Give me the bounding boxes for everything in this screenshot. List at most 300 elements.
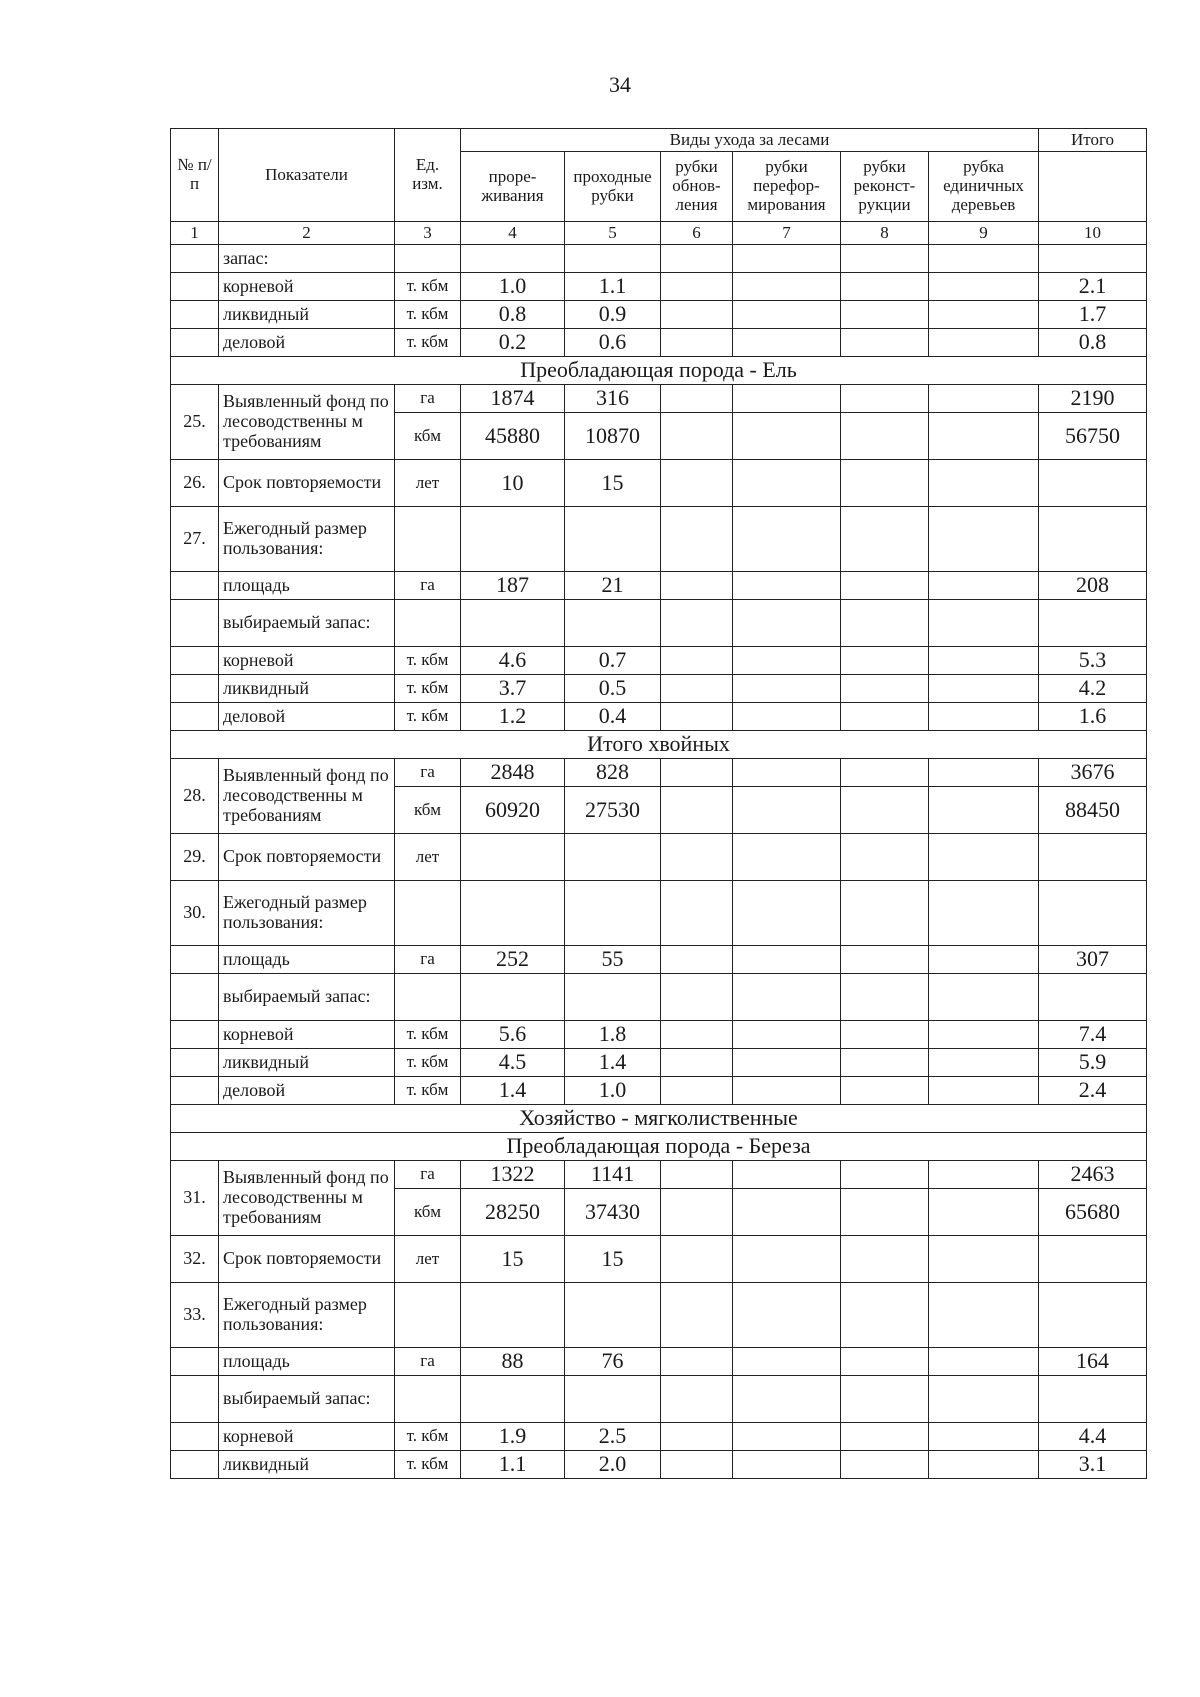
empty-cell [661, 329, 733, 357]
table-row [171, 1283, 1147, 1348]
value-passage: 1.1 [565, 273, 661, 301]
table-row [171, 834, 1147, 881]
table-row [171, 946, 1147, 974]
header-total: Итого [1039, 129, 1147, 152]
value-passage: 2.0 [565, 1451, 661, 1479]
empty-cell [661, 675, 733, 703]
empty-cell [929, 1348, 1039, 1376]
row-label: ликвидный [219, 1451, 395, 1479]
empty-cell [661, 273, 733, 301]
row-label: площадь [219, 946, 395, 974]
table-row [171, 1236, 1147, 1283]
empty-cell [929, 759, 1039, 787]
row-unit: т. кбм [395, 301, 461, 329]
value-passage: 0.4 [565, 703, 661, 731]
value-thinning [461, 245, 565, 273]
value-thinning: 1.4 [461, 1077, 565, 1105]
value-total: 4.2 [1039, 675, 1147, 703]
empty-cell [929, 1376, 1039, 1423]
row-label: выбираемый запас: [219, 600, 395, 647]
empty-cell [841, 1161, 929, 1189]
row-label: площадь [219, 572, 395, 600]
value-total: 56750 [1039, 413, 1147, 460]
empty-cell [929, 787, 1039, 834]
value-passage: 21 [565, 572, 661, 600]
row-label: выбираемый запас: [219, 1376, 395, 1423]
value-thinning: 60920 [461, 787, 565, 834]
empty-cell [929, 834, 1039, 881]
empty-cell [929, 572, 1039, 600]
value-total: 1.6 [1039, 703, 1147, 731]
row-number [171, 301, 219, 329]
value-passage: 1.8 [565, 1021, 661, 1049]
value-passage [565, 1376, 661, 1423]
row-label: площадь [219, 1348, 395, 1376]
empty-cell [841, 675, 929, 703]
empty-cell [733, 600, 841, 647]
empty-cell [733, 460, 841, 507]
empty-cell [733, 1348, 841, 1376]
value-total: 65680 [1039, 1189, 1147, 1236]
value-passage: 1141 [565, 1161, 661, 1189]
empty-cell [841, 507, 929, 572]
row-number [171, 946, 219, 974]
value-thinning [461, 600, 565, 647]
empty-cell [929, 1161, 1039, 1189]
row-unit [395, 600, 461, 647]
empty-cell [841, 703, 929, 731]
empty-cell [733, 1077, 841, 1105]
row-number [171, 1423, 219, 1451]
row-label: Выявленный фонд по лесоводственны м требованиям [219, 385, 395, 460]
row-unit: лет [395, 1236, 461, 1283]
value-passage: 1.0 [565, 1077, 661, 1105]
value-thinning: 0.8 [461, 301, 565, 329]
table-row [171, 273, 1147, 301]
value-total [1039, 507, 1147, 572]
value-passage: 10870 [565, 413, 661, 460]
table-row [171, 703, 1147, 731]
row-number [171, 1021, 219, 1049]
value-passage: 0.9 [565, 301, 661, 329]
row-number [171, 1348, 219, 1376]
header-indicator: Показатели [219, 129, 395, 222]
empty-cell [929, 946, 1039, 974]
value-thinning: 5.6 [461, 1021, 565, 1049]
value-thinning: 1.9 [461, 1423, 565, 1451]
empty-cell [929, 1283, 1039, 1348]
row-number: 31. [171, 1161, 219, 1236]
value-total [1039, 460, 1147, 507]
header-type-reformation: рубки перефор- мирования [733, 152, 841, 222]
empty-cell [841, 329, 929, 357]
row-label: Ежегодный размер пользования: [219, 1283, 395, 1348]
value-passage [565, 600, 661, 647]
row-label: ликвидный [219, 1049, 395, 1077]
row-number: 30. [171, 881, 219, 946]
table-row [171, 1376, 1147, 1423]
table-row [171, 1451, 1147, 1479]
value-thinning: 187 [461, 572, 565, 600]
value-passage: 0.7 [565, 647, 661, 675]
row-unit: га [395, 759, 461, 787]
value-thinning: 2848 [461, 759, 565, 787]
empty-cell [841, 1049, 929, 1077]
empty-cell [929, 329, 1039, 357]
table-row [171, 881, 1147, 946]
row-label: деловой [219, 1077, 395, 1105]
empty-cell [841, 460, 929, 507]
empty-cell [929, 507, 1039, 572]
value-passage [565, 1283, 661, 1348]
empty-cell [733, 572, 841, 600]
row-unit: га [395, 572, 461, 600]
row-number [171, 572, 219, 600]
value-passage: 0.5 [565, 675, 661, 703]
empty-cell [661, 647, 733, 675]
empty-cell [929, 245, 1039, 273]
empty-cell [661, 881, 733, 946]
table-row [171, 1077, 1147, 1105]
empty-cell [841, 787, 929, 834]
value-passage [565, 245, 661, 273]
value-thinning: 0.2 [461, 329, 565, 357]
row-unit: т. кбм [395, 703, 461, 731]
value-thinning: 1322 [461, 1161, 565, 1189]
value-total [1039, 881, 1147, 946]
section-title: Хозяйство - мягколиственные [171, 1105, 1147, 1133]
empty-cell [929, 1451, 1039, 1479]
empty-cell [841, 647, 929, 675]
table-row [171, 572, 1147, 600]
value-total: 307 [1039, 946, 1147, 974]
empty-cell [733, 245, 841, 273]
row-unit: т. кбм [395, 647, 461, 675]
value-total: 3676 [1039, 759, 1147, 787]
value-total: 2.4 [1039, 1077, 1147, 1105]
empty-cell [733, 1283, 841, 1348]
empty-cell [733, 946, 841, 974]
empty-cell [841, 273, 929, 301]
header-unit: Ед. изм. [395, 129, 461, 222]
row-unit: т. кбм [395, 1049, 461, 1077]
col-number: 8 [841, 222, 929, 245]
value-total: 2463 [1039, 1161, 1147, 1189]
empty-cell [661, 1021, 733, 1049]
empty-cell [841, 385, 929, 413]
value-total [1039, 245, 1147, 273]
empty-cell [661, 946, 733, 974]
empty-cell [929, 703, 1039, 731]
row-label: выбираемый запас: [219, 974, 395, 1021]
value-thinning: 10 [461, 460, 565, 507]
empty-cell [661, 507, 733, 572]
header-no: № п/п [171, 129, 219, 222]
row-number: 26. [171, 460, 219, 507]
header-type-thinning: проре- живания [461, 152, 565, 222]
col-number: 5 [565, 222, 661, 245]
value-total: 1.7 [1039, 301, 1147, 329]
value-passage [565, 507, 661, 572]
empty-cell [841, 759, 929, 787]
empty-cell [733, 413, 841, 460]
empty-cell [733, 1021, 841, 1049]
value-passage: 55 [565, 946, 661, 974]
header-group-title: Виды ухода за лесами [461, 129, 1039, 152]
empty-cell [733, 1423, 841, 1451]
row-unit: т. кбм [395, 273, 461, 301]
value-total: 7.4 [1039, 1021, 1147, 1049]
value-passage: 1.4 [565, 1049, 661, 1077]
row-unit: лет [395, 834, 461, 881]
forest-care-table [170, 128, 1147, 1479]
value-passage: 828 [565, 759, 661, 787]
row-unit [395, 507, 461, 572]
empty-cell [841, 974, 929, 1021]
empty-cell [661, 974, 733, 1021]
row-number [171, 647, 219, 675]
row-label: Выявленный фонд по лесоводственны м требованиям [219, 759, 395, 834]
value-total: 5.3 [1039, 647, 1147, 675]
row-unit: т. кбм [395, 1451, 461, 1479]
row-unit [395, 1376, 461, 1423]
value-total: 5.9 [1039, 1049, 1147, 1077]
header-total-empty [1039, 152, 1147, 222]
empty-cell [929, 675, 1039, 703]
empty-cell [733, 1189, 841, 1236]
value-total [1039, 1283, 1147, 1348]
empty-cell [929, 273, 1039, 301]
value-thinning: 45880 [461, 413, 565, 460]
empty-cell [733, 329, 841, 357]
value-thinning [461, 1376, 565, 1423]
value-passage [565, 834, 661, 881]
empty-cell [929, 385, 1039, 413]
value-thinning: 4.5 [461, 1049, 565, 1077]
empty-cell [841, 1283, 929, 1348]
row-unit [395, 881, 461, 946]
row-label: Срок повторяемости [219, 834, 395, 881]
empty-cell [733, 385, 841, 413]
value-thinning: 88 [461, 1348, 565, 1376]
empty-cell [661, 1283, 733, 1348]
value-thinning: 1874 [461, 385, 565, 413]
value-passage: 316 [565, 385, 661, 413]
empty-cell [733, 507, 841, 572]
row-number [171, 245, 219, 273]
empty-cell [733, 703, 841, 731]
empty-cell [841, 1423, 929, 1451]
row-unit: га [395, 1161, 461, 1189]
empty-cell [929, 1077, 1039, 1105]
row-unit: га [395, 946, 461, 974]
row-unit: лет [395, 460, 461, 507]
empty-cell [733, 647, 841, 675]
empty-cell [929, 1236, 1039, 1283]
empty-cell [929, 460, 1039, 507]
row-unit: т. кбм [395, 329, 461, 357]
row-number [171, 675, 219, 703]
empty-cell [661, 1049, 733, 1077]
row-label: корневой [219, 647, 395, 675]
value-total: 208 [1039, 572, 1147, 600]
row-number: 28. [171, 759, 219, 834]
row-unit: га [395, 385, 461, 413]
table-row [171, 1021, 1147, 1049]
row-unit: га [395, 1348, 461, 1376]
empty-cell [733, 1049, 841, 1077]
empty-cell [661, 413, 733, 460]
empty-cell [661, 834, 733, 881]
empty-cell [841, 245, 929, 273]
row-number: 32. [171, 1236, 219, 1283]
empty-cell [733, 1376, 841, 1423]
row-unit: т. кбм [395, 1423, 461, 1451]
table-row [171, 460, 1147, 507]
value-thinning: 15 [461, 1236, 565, 1283]
value-passage: 15 [565, 460, 661, 507]
empty-cell [733, 759, 841, 787]
empty-cell [841, 1451, 929, 1479]
empty-cell [733, 881, 841, 946]
row-unit [395, 1283, 461, 1348]
header-type-passage: проходные рубки [565, 152, 661, 222]
value-passage [565, 881, 661, 946]
value-total: 3.1 [1039, 1451, 1147, 1479]
header-type-reconstruction: рубки реконст- рукции [841, 152, 929, 222]
empty-cell [929, 974, 1039, 1021]
empty-cell [661, 1077, 733, 1105]
row-label: запас: [219, 245, 395, 273]
empty-cell [733, 301, 841, 329]
value-passage: 76 [565, 1348, 661, 1376]
table-row [171, 385, 1147, 413]
table-row [171, 245, 1147, 273]
row-label: корневой [219, 273, 395, 301]
empty-cell [929, 1189, 1039, 1236]
empty-cell [929, 881, 1039, 946]
value-total: 2190 [1039, 385, 1147, 413]
section-row [171, 357, 1147, 385]
empty-cell [661, 1423, 733, 1451]
section-row [171, 1133, 1147, 1161]
row-unit: кбм [395, 1189, 461, 1236]
empty-cell [661, 1236, 733, 1283]
table-row [171, 329, 1147, 357]
page-number: 34 [609, 72, 631, 97]
empty-cell [661, 245, 733, 273]
value-total [1039, 1376, 1147, 1423]
empty-cell [841, 834, 929, 881]
empty-cell [841, 413, 929, 460]
row-label: Ежегодный размер пользования: [219, 507, 395, 572]
empty-cell [661, 600, 733, 647]
empty-cell [661, 787, 733, 834]
value-total: 4.4 [1039, 1423, 1147, 1451]
row-unit [395, 245, 461, 273]
value-thinning: 4.6 [461, 647, 565, 675]
value-total [1039, 1236, 1147, 1283]
row-number [171, 1376, 219, 1423]
empty-cell [733, 1161, 841, 1189]
empty-cell [929, 413, 1039, 460]
empty-cell [661, 703, 733, 731]
table-row [171, 974, 1147, 1021]
table-row [171, 1423, 1147, 1451]
empty-cell [841, 600, 929, 647]
section-title: Преобладающая порода - Береза [171, 1133, 1147, 1161]
row-label: Срок повторяемости [219, 1236, 395, 1283]
empty-cell [661, 460, 733, 507]
row-label: корневой [219, 1021, 395, 1049]
empty-cell [841, 1376, 929, 1423]
value-thinning [461, 881, 565, 946]
row-number [171, 703, 219, 731]
row-number: 25. [171, 385, 219, 460]
value-total: 164 [1039, 1348, 1147, 1376]
empty-cell [661, 572, 733, 600]
value-thinning: 1.2 [461, 703, 565, 731]
empty-cell [841, 946, 929, 974]
value-thinning: 1.0 [461, 273, 565, 301]
value-total: 88450 [1039, 787, 1147, 834]
empty-cell [733, 273, 841, 301]
empty-cell [841, 881, 929, 946]
value-total [1039, 834, 1147, 881]
row-label: Выявленный фонд по лесоводственны м требованиям [219, 1161, 395, 1236]
table-row [171, 600, 1147, 647]
col-number: 10 [1039, 222, 1147, 245]
section-row [171, 1105, 1147, 1133]
value-total: 0.8 [1039, 329, 1147, 357]
col-number: 9 [929, 222, 1039, 245]
empty-cell [929, 1021, 1039, 1049]
row-label: деловой [219, 703, 395, 731]
col-number: 2 [219, 222, 395, 245]
col-number: 4 [461, 222, 565, 245]
value-thinning: 252 [461, 946, 565, 974]
row-unit: кбм [395, 787, 461, 834]
row-unit: т. кбм [395, 1021, 461, 1049]
value-thinning [461, 507, 565, 572]
row-unit: т. кбм [395, 1077, 461, 1105]
empty-cell [661, 1348, 733, 1376]
row-label: ликвидный [219, 301, 395, 329]
table-row [171, 759, 1147, 787]
value-passage: 27530 [565, 787, 661, 834]
empty-cell [841, 1021, 929, 1049]
empty-cell [733, 787, 841, 834]
table-row [171, 1049, 1147, 1077]
table-row [171, 1161, 1147, 1189]
empty-cell [929, 301, 1039, 329]
value-thinning [461, 1283, 565, 1348]
value-passage: 0.6 [565, 329, 661, 357]
row-label: ликвидный [219, 675, 395, 703]
empty-cell [929, 647, 1039, 675]
empty-cell [841, 1189, 929, 1236]
empty-cell [929, 600, 1039, 647]
row-number [171, 329, 219, 357]
empty-cell [661, 301, 733, 329]
empty-cell [661, 1451, 733, 1479]
section-row [171, 731, 1147, 759]
col-number: 1 [171, 222, 219, 245]
empty-cell [841, 301, 929, 329]
empty-cell [841, 1348, 929, 1376]
value-total [1039, 974, 1147, 1021]
value-thinning: 1.1 [461, 1451, 565, 1479]
